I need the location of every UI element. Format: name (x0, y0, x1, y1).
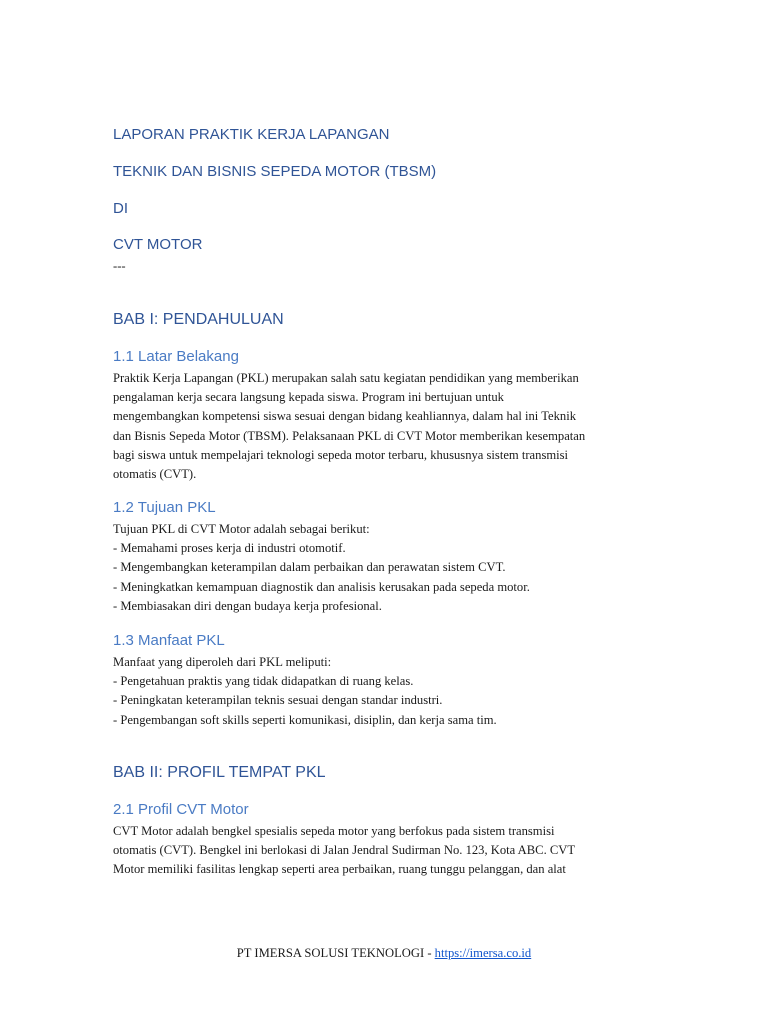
paragraph-line: mengembangkan kompetensi siswa sesuai dengan bidang keahliannya, dalam hal ini Teknik (113, 409, 576, 424)
list-item: - Pengetahuan praktis yang tidak didapatkan di ruang kelas. (113, 674, 414, 689)
paragraph-line: Praktik Kerja Lapangan (PKL) merupakan salah satu kegiatan pendidikan yang memberikan (113, 371, 579, 385)
section-2-1-heading: 2.1 Profil CVT Motor (113, 801, 249, 818)
paragraph-line: dan Bisnis Sepeda Motor (TBSM). Pelaksanaan PKL di CVT Motor memberikan kesempatan (113, 428, 586, 443)
paragraph-line: otomatis (CVT). (113, 466, 197, 481)
report-subtitle-place: CVT MOTOR (113, 236, 203, 253)
list-item: - Peningkatan keterampilan teknis sesuai dengan standar industri. (113, 693, 443, 708)
bab2-heading: BAB II: PROFIL TEMPAT PKL (113, 764, 326, 781)
list-item: - Membiasakan diri dengan budaya kerja profesional. (113, 598, 382, 613)
section-1-1-heading: 1.1 Latar Belakang (113, 348, 239, 365)
paragraph-line: Motor memiliki fasilitas lengkap seperti area perbaikan, ruang tunggu pelanggan, dan alat (113, 862, 566, 877)
footer-company: PT IMERSA SOLUSI TEKNOLOGI - (236, 946, 435, 960)
list-item: Manfaat yang diperoleh dari PKL meliputi: (113, 655, 332, 669)
section-2-1-paragraph (113, 822, 575, 880)
paragraph-line: bagi siswa untuk mempelajari teknologi sepeda motor terbaru, khususnya sistem transmisi (113, 447, 569, 462)
list-item: - Meningkatkan kemampuan diagnostik dan analisis kerusakan pada sepeda motor. (113, 579, 530, 594)
page-footer (0, 946, 768, 961)
section-1-2-heading: 1.2 Tujuan PKL (113, 499, 216, 516)
section-1-3-list (113, 653, 497, 730)
bab1-heading: BAB I: PENDAHULUAN (113, 311, 284, 328)
paragraph-line: otomatis (CVT). Bengkel ini berlokasi di Jalan Jendral Sudirman No. 123, Kota ABC. CVT (113, 843, 576, 858)
list-item: - Memahami proses kerja di industri otomotif. (113, 541, 346, 556)
paragraph-line: CVT Motor adalah bengkel spesialis sepeda motor yang berfokus pada sistem transmisi (113, 824, 555, 838)
separator-text: --- (113, 259, 126, 273)
report-subtitle-di: DI (113, 200, 128, 217)
list-item: - Pengembangan soft skills seperti komunikasi, disiplin, dan kerja sama tim. (113, 712, 497, 727)
section-1-3-heading: 1.3 Manfaat PKL (113, 632, 225, 649)
paragraph-line: pengalaman kerja secara langsung kepada siswa. Program ini bertujuan untuk (113, 390, 504, 405)
list-item: Tujuan PKL di CVT Motor adalah sebagai berikut: (113, 522, 370, 536)
report-subtitle-program: TEKNIK DAN BISNIS SEPEDA MOTOR (TBSM) (113, 163, 437, 180)
section-1-1-paragraph (113, 369, 585, 484)
list-item: - Mengembangkan keterampilan dalam perbaikan dan perawatan sistem CVT. (113, 560, 506, 575)
footer-link[interactable]: https://imersa.co.id (434, 946, 532, 960)
section-1-2-list (113, 520, 530, 616)
report-title: LAPORAN PRAKTIK KERJA LAPANGAN (113, 126, 390, 143)
